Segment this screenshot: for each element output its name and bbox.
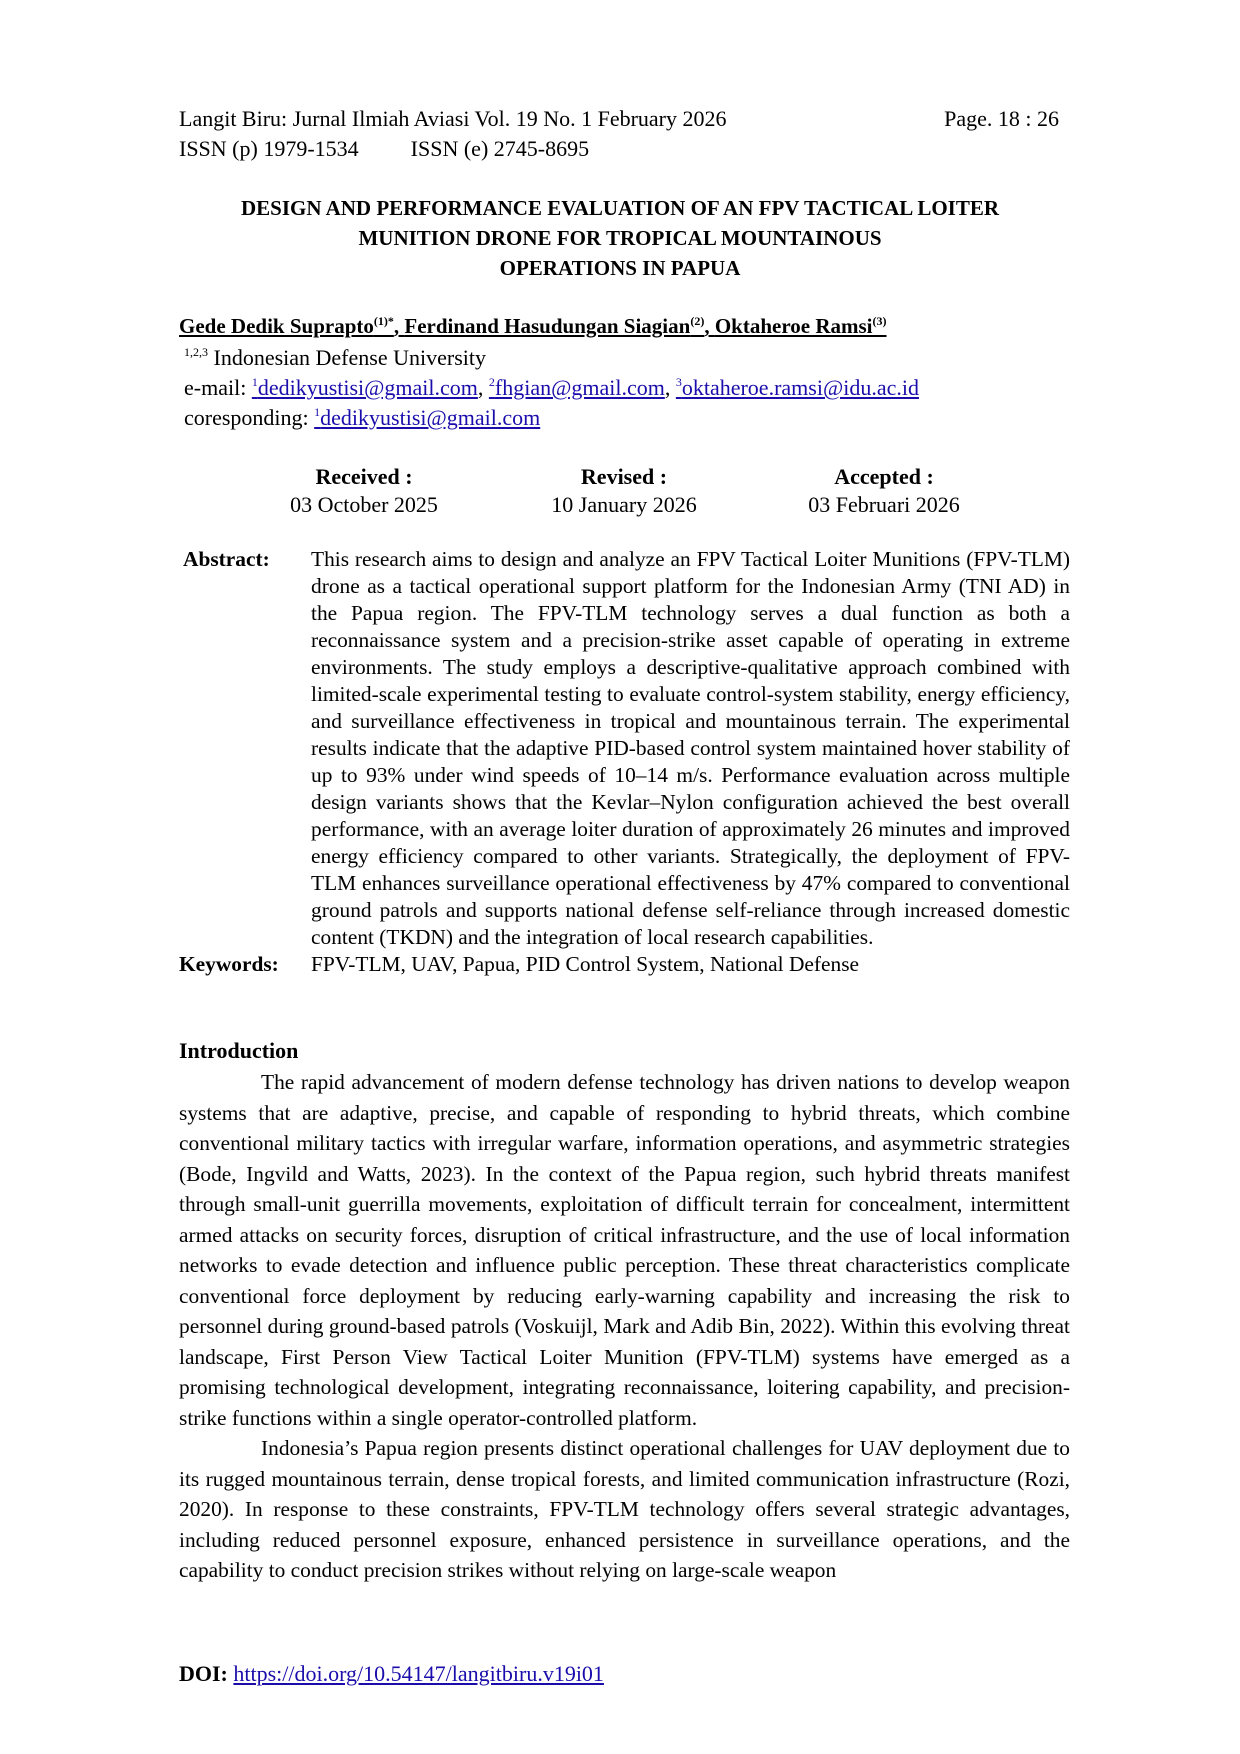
doi-footer — [179, 1660, 604, 1688]
title-line-3: OPERATIONS IN PAPUA — [499, 256, 741, 280]
author-1-mark: (1)* — [373, 314, 394, 328]
received-value: 03 October 2025 — [290, 492, 438, 517]
submission-dates — [254, 463, 994, 519]
received-label: Received : — [315, 464, 413, 489]
accepted-date — [774, 463, 994, 519]
title-line-2: MUNITION DRONE FOR TROPICAL MOUNTAINOUS — [358, 226, 882, 250]
title-line-1: DESIGN AND PERFORMANCE EVALUATION OF AN FPV TACTICAL LOITER — [240, 196, 1000, 220]
revised-date — [514, 463, 734, 519]
issn-line — [179, 134, 1059, 164]
paragraph: The rapid advancement of modern defense technology has driven nations to develop weapon systems that are adaptive, precise, and capable of responding to hybrid threats, which combine conventional military tactics with irregular warfare, information operations, and asymmetric strategies (Bode, Ingvild and Watts, 2023). In the context of the Papua region, such hybrid threats manifest through small-unit guerrilla movements, exploitation of difficult terrain for concealment, intermittent armed attacks on security forces, disruption of critical infrastructure, and the use of local information networks to evade detection and influence public perception. These threat characteristics complicate conventional force deployment by reducing early-warning capability and increasing the risk to personnel during ground-based patrols (Voskuijl, Mark and Adib Bin, 2022). Within this evolving threat landscape, First Person View Tactical Loiter Munition (FPV-TLM) systems have emerged as a promising technological development, integrating reconnaissance, loitering capability, and precision-strike functions within a single operator-controlled platform. — [179, 1070, 1070, 1430]
author-2: Ferdinand Hasudungan Siagian — [404, 314, 691, 338]
author-1: Gede Dedik Suprapto — [179, 314, 374, 338]
accepted-label: Accepted : — [834, 464, 934, 489]
issn-electronic: ISSN (e) 2745-8695 — [410, 136, 590, 161]
doi-label: DOI: — [179, 1661, 228, 1686]
author-3-mark: (3) — [872, 314, 887, 328]
corresponding-line — [184, 403, 919, 433]
author-separator: , — [704, 314, 715, 338]
abstract-block — [179, 546, 1070, 978]
keywords-label: Keywords: — [179, 952, 279, 976]
affiliation-block — [184, 343, 919, 433]
keywords-text: FPV-TLM, UAV, Papua, PID Control System, National Defense — [311, 952, 860, 976]
corresponding-email-link[interactable]: $^1$dedikyustisi@gmail.com — [314, 405, 541, 430]
journal-header — [179, 104, 1059, 164]
revised-label: Revised : — [580, 464, 668, 489]
paragraph: Indonesia’s Papua region presents distinct operational challenges for UAV deployment due to its rugged mountainous terrain, dense tropical forests, and limited communication infrastructure (Rozi, 2020). In response to these constraints, FPV-TLM technology offers several strategic advantages, including reduced personnel exposure, enhanced persistence in surveillance operations, and the capability to conduct precision strikes without relying on large-scale weapon — [179, 1436, 1070, 1582]
page-range: Page. 18 : 26 — [944, 106, 1059, 131]
email-line: e-mail: $^1$dedikyustisi@gmail.com, $^2$fhgian@gmail.com, $^3$oktaheroe.ramsi@idu.ac.id — [184, 375, 919, 400]
accepted-value: 03 Februari 2026 — [808, 492, 960, 517]
email-link-3[interactable]: $^3$oktaheroe.ramsi@idu.ac.id — [675, 375, 919, 400]
revised-value: 10 January 2026 — [551, 492, 697, 517]
affiliation — [184, 343, 919, 373]
section-heading: Introduction — [179, 1038, 299, 1063]
author-3: Oktaheroe Ramsi — [714, 314, 873, 338]
doi-link[interactable]: https://doi.org/10.54147/langitbiru.v19i01 — [233, 1661, 604, 1686]
introduction-body — [179, 1067, 1070, 1586]
journal-name: Langit Biru: Jurnal Ilmiah Aviasi Vol. 19 No. 1 February 2026 — [179, 106, 727, 131]
abstract-text: This research aims to design and analyze an FPV Tactical Loiter Munitions (FPV-TLM) drone as a tactical operational support platform for the Indonesian Army (TNI AD) in the Papua region. The FPV-TLM technology serves a dual function as both a reconnaissance system and a precision-strike asset capable of operating in extreme environments. The study employs a descriptive-qualitative approach combined with limited-scale experimental testing to evaluate control-system stability, energy efficiency, and surveillance effectiveness in tropical and mountainous terrain. The experimental results indicate that the adaptive PID-based control system maintained hover stability of up to 93% under wind speeds of 10–14 m/s. Performance evaluation across multiple design variants shows that the Kevlar–Nylon configuration achieved the best overall performance, with an average loiter duration of approximately 26 minutes and improved energy efficiency compared to other variants. Strategically, the deployment of FPV-TLM enhances surveillance operational effectiveness by 47% compared to conventional ground patrols and supports national defense self-reliance through increased domestic content (TKDN) and the integration of local research capabilities. — [311, 547, 1070, 949]
author-separator: , — [393, 314, 405, 338]
email-link-2[interactable]: $^2$fhgian@gmail.com — [488, 375, 665, 400]
paper-title — [140, 193, 1100, 283]
abstract-label: Abstract: — [183, 547, 270, 571]
email-label: e-mail: — [184, 375, 252, 400]
affiliation-mark: 1,2,3 — [184, 345, 208, 359]
author-list — [179, 312, 887, 340]
issn-print: ISSN (p) 1979-1534 — [179, 136, 359, 161]
corresponding-label: coresponding: — [184, 405, 315, 430]
email-link-1[interactable]: $^1$dedikyustisi@gmail.com — [251, 375, 478, 400]
received-date — [254, 463, 474, 519]
affiliation-name: Indonesian Defense University — [208, 345, 486, 370]
author-2-mark: (2) — [690, 314, 705, 328]
